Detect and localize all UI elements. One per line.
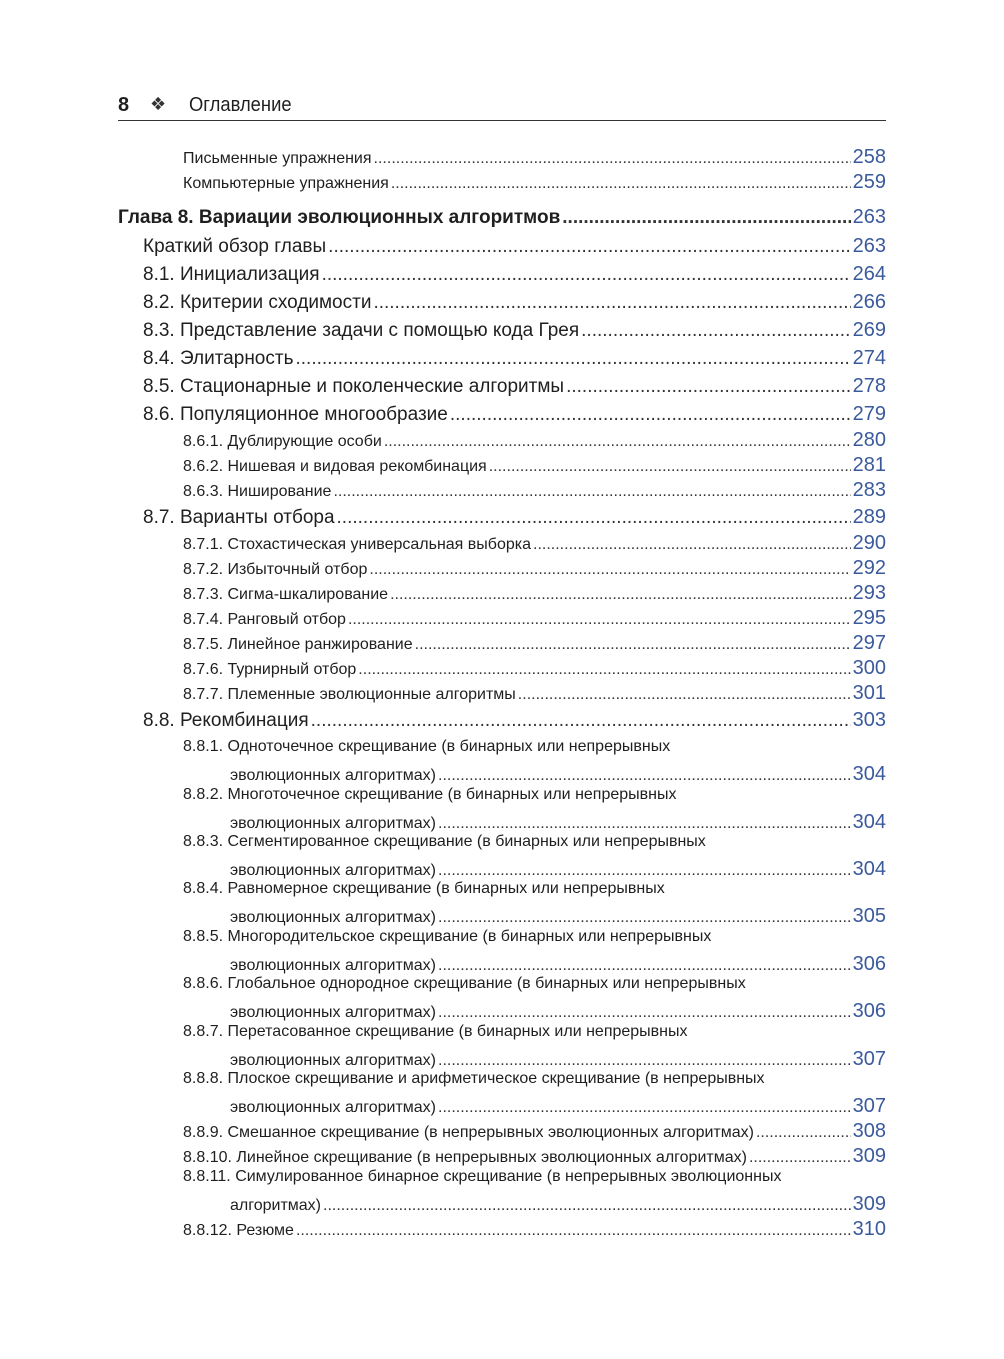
toc-entry-label: 8.1. Инициализация bbox=[143, 264, 320, 285]
toc-entry[interactable] bbox=[143, 506, 886, 529]
toc-entry-label: Компьютерные упражнения bbox=[183, 175, 389, 192]
toc-entry-label: Письменные упражнения bbox=[183, 150, 372, 167]
toc-entry[interactable] bbox=[143, 291, 886, 314]
toc-entry[interactable] bbox=[143, 263, 886, 286]
toc-entry[interactable] bbox=[183, 146, 886, 169]
toc-entry[interactable] bbox=[143, 709, 886, 732]
leader-dots bbox=[438, 862, 851, 880]
leader-dots bbox=[533, 536, 851, 554]
toc-page-number[interactable]: 309 bbox=[852, 1193, 886, 1215]
toc-entry[interactable] bbox=[183, 607, 886, 630]
toc-page-number[interactable]: 304 bbox=[852, 763, 886, 785]
leader-dots bbox=[438, 957, 851, 975]
toc-entry-label-cont: эволюционных алгоритмах) bbox=[230, 1099, 436, 1116]
toc-entry[interactable] bbox=[183, 657, 886, 680]
leader-dots bbox=[323, 1197, 851, 1215]
toc-entry-label: 8.8.3. Сегментированное скрещивание (в бинарных или непрерывных bbox=[183, 833, 706, 850]
toc-page-number[interactable]: 258 bbox=[852, 146, 886, 168]
toc-entry-label: 8.6.1. Дублирующие особи bbox=[183, 433, 382, 450]
toc-entry[interactable] bbox=[143, 347, 886, 370]
toc-chapter-entry[interactable] bbox=[118, 206, 886, 229]
toc-entry-label: 8.6. Популяционное многообразие bbox=[143, 404, 448, 425]
toc-entry-label: 8.7.6. Турнирный отбор bbox=[183, 661, 357, 678]
leader-dots bbox=[374, 150, 851, 168]
leader-dots bbox=[562, 207, 850, 229]
toc-entry[interactable] bbox=[143, 403, 886, 426]
page-header bbox=[118, 92, 886, 121]
toc-page-number[interactable]: 269 bbox=[852, 319, 886, 341]
toc-entry[interactable] bbox=[183, 582, 886, 605]
toc-page-number[interactable]: 310 bbox=[852, 1218, 886, 1240]
toc-page-number[interactable]: 263 bbox=[852, 235, 886, 257]
leader-dots bbox=[581, 320, 850, 342]
leader-dots bbox=[358, 661, 850, 679]
toc-page-number[interactable]: 304 bbox=[852, 811, 886, 833]
toc-entry-label: 8.8.7. Перетасованное скрещивание (в бинарных или непрерывных bbox=[183, 1023, 688, 1040]
leader-dots bbox=[390, 586, 851, 604]
ornament-icon: ❖ bbox=[150, 94, 167, 114]
leader-dots bbox=[391, 175, 851, 193]
page-number: 8 bbox=[118, 94, 130, 116]
toc-entry-label-cont: алгоритмах) bbox=[230, 1197, 322, 1214]
toc-entry-label: 8.7.7. Племенные эволюционные алгоритмы bbox=[183, 686, 516, 703]
leader-dots bbox=[311, 710, 851, 732]
toc-page-number[interactable]: 281 bbox=[852, 454, 886, 476]
toc-entry-label: 8.5. Стационарные и поколенческие алгоритмы bbox=[143, 376, 565, 397]
toc-entry-label-cont: эволюционных алгоритмах) bbox=[230, 767, 436, 784]
leader-dots bbox=[337, 507, 851, 529]
toc-entry-label-cont: эволюционных алгоритмах) bbox=[230, 862, 436, 879]
toc-page-number[interactable]: 274 bbox=[852, 347, 886, 369]
toc-page-number[interactable]: 259 bbox=[852, 171, 886, 193]
toc-entry-label-cont: эволюционных алгоритмах) bbox=[230, 1004, 436, 1021]
toc-entry-label: 8.8.9. Смешанное скрещивание (в непрерывных эволюционных алгоритмах) bbox=[183, 1124, 754, 1141]
toc-entry-label-cont: эволюционных алгоритмах) bbox=[230, 957, 436, 974]
leader-dots bbox=[450, 404, 851, 426]
toc-entry-label: 8.7.5. Линейное ранжирование bbox=[183, 636, 413, 653]
toc-entry-label: 8.6.2. Нишевая и видовая рекомбинация bbox=[183, 458, 487, 475]
leader-dots bbox=[566, 376, 851, 398]
toc-page-number[interactable]: 266 bbox=[852, 291, 886, 313]
leader-dots bbox=[438, 767, 851, 785]
toc-entry-label: 8.7.2. Избыточный отбор bbox=[183, 561, 368, 578]
leader-dots bbox=[438, 1004, 851, 1022]
leader-dots bbox=[438, 909, 851, 927]
leader-dots bbox=[489, 458, 851, 476]
toc-entry-label: 8.8.5. Многородительское скрещивание (в бинарных или непрерывных bbox=[183, 928, 712, 945]
leader-dots bbox=[328, 236, 850, 258]
toc-page-number[interactable]: 278 bbox=[852, 375, 886, 397]
leader-dots bbox=[756, 1124, 851, 1142]
toc-entry-label: 8.7.4. Ранговый отбор bbox=[183, 611, 346, 628]
toc-entry-label: 8.8.2. Многоточечное скрещивание (в бинарных или непрерывных bbox=[183, 786, 677, 803]
toc-entry[interactable] bbox=[183, 682, 886, 705]
toc-entry[interactable] bbox=[183, 454, 886, 477]
toc-page-number[interactable]: 307 bbox=[852, 1048, 886, 1070]
toc-entry-label-cont: эволюционных алгоритмах) bbox=[230, 1052, 436, 1069]
toc-page-number[interactable]: 309 bbox=[852, 1145, 886, 1167]
chapter-title: Глава 8. Вариации эволюционных алгоритмов bbox=[118, 207, 561, 228]
leader-dots bbox=[322, 264, 851, 286]
toc-page-number[interactable]: 307 bbox=[852, 1095, 886, 1117]
toc-entry-label: 8.3. Представление задачи с помощью кода Грея bbox=[143, 320, 580, 341]
toc-entry-label: 8.7.1. Стохастическая универсальная выборка bbox=[183, 536, 531, 553]
leader-dots bbox=[438, 815, 851, 833]
toc-entry-label: 8.8. Рекомбинация bbox=[143, 710, 309, 731]
toc-entry[interactable] bbox=[143, 319, 886, 342]
toc-entry-label: 8.2. Критерии сходимости bbox=[143, 292, 372, 313]
toc-entry[interactable] bbox=[183, 1218, 886, 1241]
toc-page-number[interactable]: 292 bbox=[852, 557, 886, 579]
toc-entry-label: 8.8.8. Плоское скрещивание и арифметическое скрещивание (в непрерывных bbox=[183, 1070, 765, 1087]
toc-entry[interactable] bbox=[183, 1120, 886, 1143]
leader-dots bbox=[749, 1149, 851, 1167]
leader-dots bbox=[369, 561, 850, 579]
toc-entry[interactable] bbox=[183, 429, 886, 452]
toc-entry-label: 8.8.10. Линейное скрещивание (в непрерывных эволюционных алгоритмах) bbox=[183, 1149, 747, 1166]
toc-entry[interactable] bbox=[143, 375, 886, 398]
toc-entry[interactable] bbox=[143, 235, 886, 258]
toc-entry-label: 8.4. Элитарность bbox=[143, 348, 294, 369]
toc-entry-label: Краткий обзор главы bbox=[143, 236, 327, 257]
toc-page-number[interactable]: 308 bbox=[852, 1120, 886, 1142]
toc-entry-label: 8.8.6. Глобальное однородное скрещивание (в бинарных или непрерывных bbox=[183, 975, 746, 992]
toc-page-number[interactable]: 304 bbox=[852, 858, 886, 880]
toc-entry[interactable] bbox=[183, 632, 886, 655]
toc-page-number[interactable]: 300 bbox=[852, 657, 886, 679]
leader-dots bbox=[518, 686, 851, 704]
toc-entry-label: 8.8.4. Равномерное скрещивание (в бинарных или непрерывных bbox=[183, 880, 665, 897]
toc-entry-label: 8.7. Варианты отбора bbox=[143, 507, 335, 528]
toc-page-number[interactable]: 289 bbox=[852, 506, 886, 528]
toc-entry-label: 8.8.12. Резюме bbox=[183, 1222, 294, 1239]
leader-dots bbox=[333, 483, 850, 501]
toc-page-number[interactable]: 290 bbox=[852, 532, 886, 554]
leader-dots bbox=[415, 636, 851, 654]
leader-dots bbox=[384, 433, 851, 451]
leader-dots bbox=[373, 292, 850, 314]
toc-entry-label: 8.7.3. Сигма-шкалирование bbox=[183, 586, 389, 603]
toc-page-number[interactable]: 280 bbox=[852, 429, 886, 451]
toc-entry[interactable] bbox=[183, 1145, 886, 1168]
leader-dots bbox=[295, 348, 850, 370]
leader-dots bbox=[438, 1099, 851, 1117]
running-title: Оглавление bbox=[189, 94, 292, 116]
toc-entry-label: 8.8.1. Одноточечное скрещивание (в бинарных или непрерывных bbox=[183, 738, 671, 755]
toc-page-number[interactable]: 293 bbox=[852, 582, 886, 604]
toc-page-number[interactable]: 305 bbox=[852, 905, 886, 927]
leader-dots bbox=[438, 1052, 851, 1070]
toc-entry[interactable] bbox=[183, 479, 886, 502]
toc-entry-label: 8.6.3. Ниширование bbox=[183, 483, 332, 500]
toc-page-number[interactable]: 279 bbox=[852, 403, 886, 425]
leader-dots bbox=[296, 1222, 851, 1240]
toc-entry[interactable] bbox=[183, 557, 886, 580]
toc-page-number[interactable]: 295 bbox=[852, 607, 886, 629]
toc-page-number[interactable]: 306 bbox=[852, 953, 886, 975]
toc-entry-label-cont: эволюционных алгоритмах) bbox=[230, 909, 436, 926]
toc-entry[interactable] bbox=[183, 532, 886, 555]
toc-page-number[interactable]: 301 bbox=[852, 682, 886, 704]
toc-entry-label-cont: эволюционных алгоритмах) bbox=[230, 815, 436, 832]
toc-page-number[interactable]: 264 bbox=[852, 263, 886, 285]
leader-dots bbox=[348, 611, 851, 629]
toc-page-number[interactable]: 303 bbox=[852, 709, 886, 731]
toc-page-number[interactable]: 306 bbox=[852, 1000, 886, 1022]
toc-page-number[interactable]: 297 bbox=[852, 632, 886, 654]
toc-entry[interactable] bbox=[183, 171, 886, 194]
toc-page-number[interactable]: 283 bbox=[852, 479, 886, 501]
toc-page-number[interactable]: 263 bbox=[852, 206, 886, 228]
toc-entry-label: 8.8.11. Симулированное бинарное скрещивание (в непрерывных эволюционных bbox=[183, 1168, 782, 1185]
